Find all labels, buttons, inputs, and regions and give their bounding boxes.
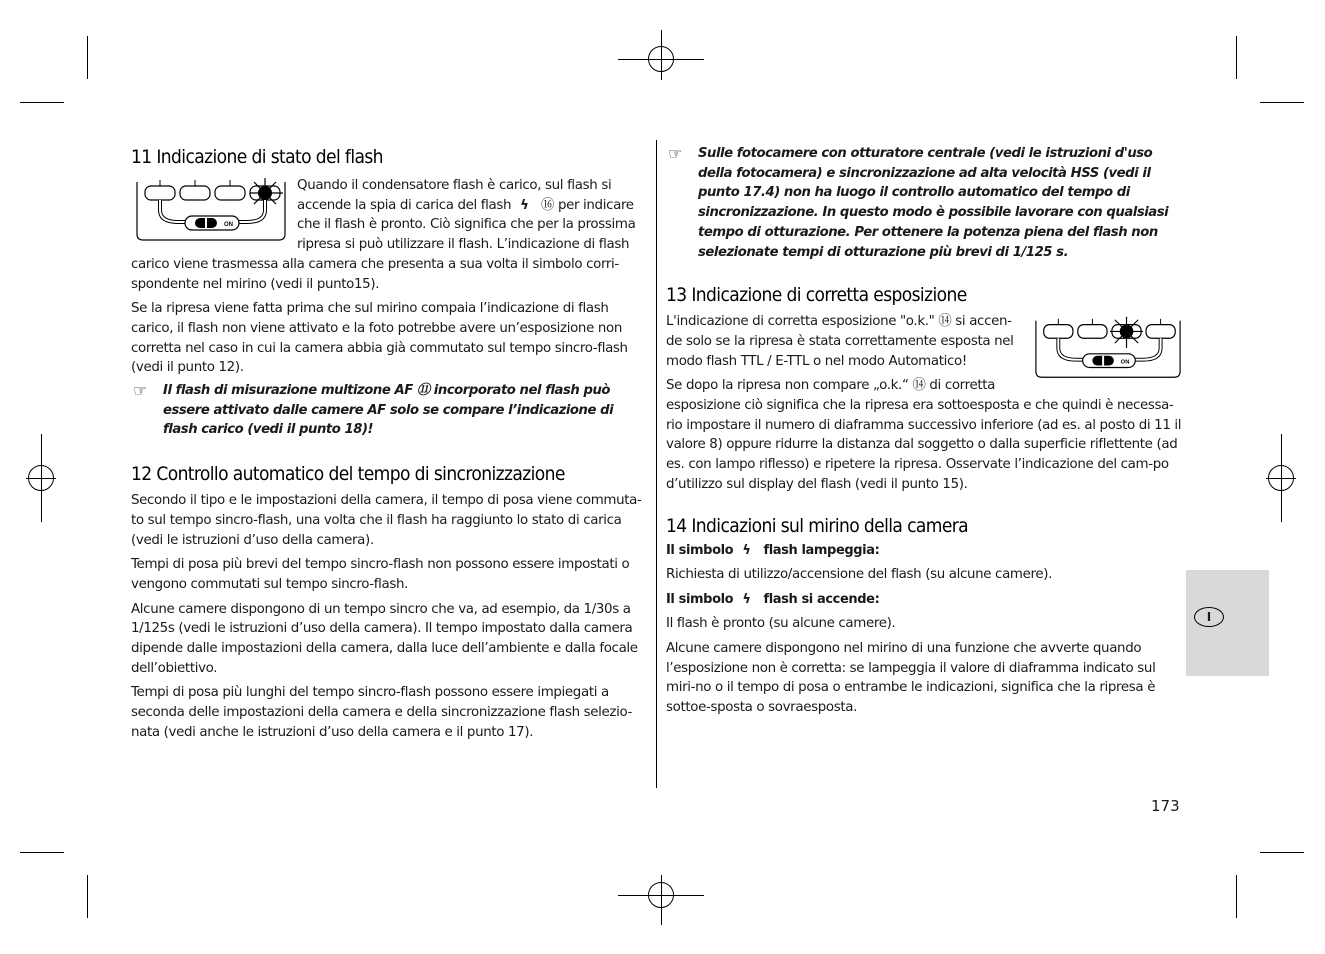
section-13-para-1: L'indicazione di corretta esposizione "o.k." ⑭ si accen-de solo se la ripresa è stata correttamente esposta nel modo flash TTL / E-TTL o nel modo Automatico! <box>666 314 1014 369</box>
section-12-para-3: Alcune camere dispongono di un tempo sincro che va, ad esempio, da 1/30s a 1/125s (vedi le istruzioni d’uso della camera). Il tempo impostato dalla camera dipende dalle impostazioni della camera, dalla luce dell’ambiente e dalla focale dell’obiettivo. <box>131 601 638 676</box>
language-tab <box>1186 570 1269 676</box>
section-14-para-1: Richiesta di utilizzo/accensione del flash (su alcune camere). <box>666 566 1053 582</box>
section-11-para-2: Se la ripresa viene fatta prima che sul mirino compaia l’indicazione di flash carico, il flash non viene attivato e la foto potrebbe avere un’esposizione non corretta nel caso in cui la camera abbia già commutato sul tempo sincro-flash (vedi il punto 12). <box>131 301 628 376</box>
column-divider <box>656 140 657 788</box>
section-14-para-3: Alcune camere dispongono nel mirino di una funzione che avverte quando l’esposizione non è corretta: se lampeggia il valore di diaframma indicato sul miri-no o il tempo di posa o entrambe le indicazioni, significa che la ripresa è sottoe-sposta o sovraesposta. <box>666 640 1156 716</box>
crop-mark <box>1236 875 1237 918</box>
flash-bolt-icon: ϟ <box>742 592 751 608</box>
lead-2-prefix: Il simbolo <box>666 592 734 608</box>
section-12-para-1: Secondo il tipo e le impostazioni della camera, il tempo di posa viene commuta-to sul tempo sincro-flash, una volta che il flash ha raggiunto lo stato di carica (vedi le istruzioni d’uso della camera). <box>131 493 642 548</box>
on-label: ON <box>1120 359 1130 366</box>
crop-mark <box>1236 36 1237 79</box>
section-11-note <box>131 381 643 440</box>
crop-mark <box>1260 852 1304 853</box>
section-12-title: 12 Controllo automatico del tempo di sincronizzazione <box>131 463 565 486</box>
page-number: 173 <box>1151 797 1180 815</box>
lead-1-suffix: flash lampeggia: <box>763 542 880 558</box>
flash-bolt-icon: ϟ <box>742 542 751 558</box>
flash-panel-ok-illustration <box>1032 316 1184 380</box>
section-11-para-1a: Quando il condensatore flash è carico, sul flash si accende la spia di carica del flash <box>297 178 612 213</box>
crop-mark <box>1260 102 1304 103</box>
pointing-hand-icon: ☞ <box>133 381 147 401</box>
crop-mark <box>87 875 88 918</box>
pointing-hand-icon: ☞ <box>668 144 682 163</box>
section-14-title: 14 Indicazioni sul mirino della camera <box>666 514 969 537</box>
section-11-note-text: Il flash di misurazione multizone AF ⑪ incorporato nel flash può essere attivato dalle camere AF solo se compare l’indicazione di flash carico (vedi il punto 18)! <box>163 383 614 438</box>
crop-mark <box>20 852 64 853</box>
section-12-para-4: Tempi di posa più lunghi del tempo sincro-flash possono essere impiegati a seconda delle impostazioni della camera e della sincronizzazione flash selezio-nata (vedi anche le istruzioni d’uso della camera e il punto 17). <box>131 685 633 740</box>
right-column <box>666 144 1184 718</box>
section-11-para-1b: ⑯ per indicare che il flash è pronto. Ciò significa che per la prossima ripresa si può utilizzare il flash. L’indicazione di flash carico viene trasmessa alla camera che presenta a sua volta il simbolo corri-spondente nel mirino (vedi il punto15). <box>131 197 636 292</box>
flash-panel-illustration <box>133 178 289 242</box>
section-14-lead-1 <box>666 541 1184 561</box>
flash-bolt-icon: ϟ <box>520 197 529 213</box>
left-column <box>131 144 643 743</box>
section-14-lead-2 <box>666 590 1184 610</box>
lead-1-prefix: Il simbolo <box>666 542 734 558</box>
crop-mark <box>87 36 88 79</box>
right-note <box>666 144 1184 262</box>
lead-2-suffix: flash si accende: <box>763 592 880 608</box>
section-11-title: 11 Indicazione di stato del flash <box>131 146 383 168</box>
section-12-para-2: Tempi di posa più brevi del tempo sincro-flash non possono essere impostati o vengono commutati sul tempo sincro-flash. <box>131 557 630 592</box>
right-note-text: Sulle fotocamere con otturatore centrale (vedi le istruzioni d'uso della fotocamera) e sincronizzazione ad alta velocità HSS (vedi il punto 17.4) non ha luogo il controllo automatico del tempo di sincronizzazione. In questo modo è possibile lavorare con qualsiasi tempo di otturazione. Per ottenere la potenza piena del flash non selezionate tempi di otturazione più brevi di 1/125 s. <box>698 146 1169 260</box>
crop-mark <box>20 102 64 103</box>
on-label: ON <box>224 222 233 228</box>
language-tab-letter: I <box>1194 607 1224 627</box>
section-13-title: 13 Indicazione di corretta esposizione <box>666 284 967 307</box>
section-14-para-2: Il flash è pronto (su alcune camere). <box>666 616 896 632</box>
section-13-para-2: Se dopo la ripresa non compare „o.k.“ ⑭ di corretta esposizione ciò significa che la ripresa era sottoesposta e che quindi è necessa-rio impostare il numero di diaframma successivo inferiore (ad es. al posto di 11 il valore 8) oppure ridurre la distanza dal soggetto o dalla superficie riflettente (ad es. con lampo riflesso) e ripetere la ripresa. Osservate l’indicazione del cam-po d’utilizzo sul display del flash (vedi il punto 15). <box>666 378 1182 492</box>
